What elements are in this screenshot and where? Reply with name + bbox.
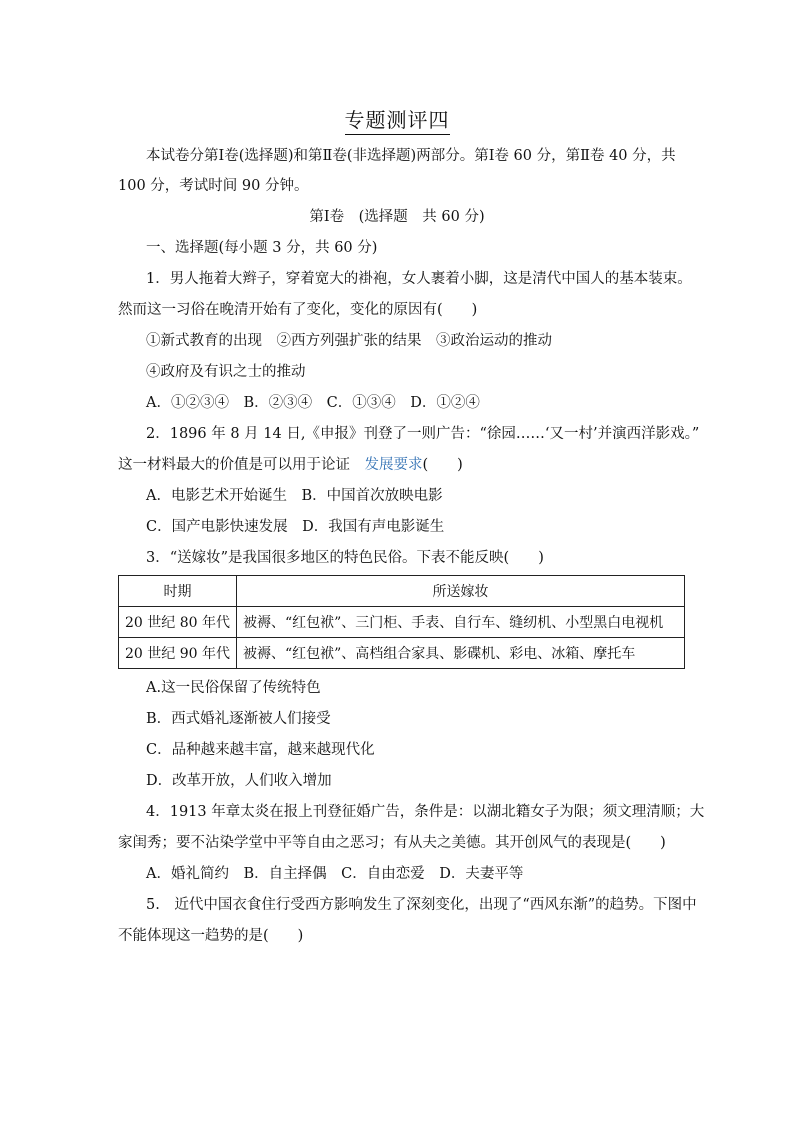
q1-stem-line-1: 1．男人拖着大辫子，穿着宽大的褂袍，女人裹着小脚，这是清代中国人的基本装束。 bbox=[146, 271, 692, 287]
q2-options-line-1: A．电影艺术开始诞生 B．中国首次放映电影 bbox=[146, 488, 443, 504]
table-cell-period: 20 世纪 90 年代 bbox=[119, 638, 237, 669]
page-title: 专题测评四 bbox=[0, 104, 794, 133]
q3-stem: 3．“送嫁妆”是我国很多地区的特色民俗。下表不能反映( ) bbox=[146, 550, 544, 566]
q2-stem-text: 这一材料最大的价值是可以用于论证 bbox=[118, 457, 365, 473]
table-header-row bbox=[119, 576, 685, 607]
q1-options: A．①②③④ B．②③④ C．①③④ D．①②④ bbox=[146, 395, 480, 411]
table-header-dowry: 所送嫁妆 bbox=[236, 576, 684, 607]
table-row bbox=[119, 607, 685, 638]
q4-options: A．婚礼简约 B．自主择偶 C．自由恋爱 D．夫妻平等 bbox=[146, 866, 524, 882]
table-row bbox=[119, 638, 685, 669]
dowry-table bbox=[118, 575, 685, 669]
q1-items-line-2: ④政府及有识之士的推动 bbox=[146, 364, 306, 380]
q3-option-d: D．改革开放，人们收入增加 bbox=[146, 773, 332, 789]
table-cell-dowry: 被褥、“红包袱”、三门柜、手表、自行车、缝纫机、小型黑白电视机 bbox=[236, 607, 684, 638]
q1-stem-line-2: 然而这一习俗在晚清开始有了变化，变化的原因有( ) bbox=[118, 302, 478, 318]
q3-option-a: A.这一民俗保留了传统特色 bbox=[146, 680, 321, 696]
intro-line-2: 100 分，考试时间 90 分钟。 bbox=[118, 178, 309, 194]
q2-options-line-2: C．国产电影快速发展 D．我国有声电影诞生 bbox=[146, 519, 445, 535]
table-header-period: 时期 bbox=[119, 576, 237, 607]
q4-stem-line-2: 家闺秀；要不沾染学堂中平等自由之恶习；有从夫之美德。其开创风气的表现是( ) bbox=[118, 835, 666, 851]
q1-items-line-1: ①新式教育的出现 ②西方列强扩张的结果 ③政治运动的推动 bbox=[146, 333, 552, 349]
q2-stem-line-2 bbox=[118, 455, 463, 475]
table-cell-dowry: 被褥、“红包袱”、高档组合家具、影碟机、彩电、冰箱、摩托车 bbox=[236, 638, 684, 669]
q3-option-b: B．西式婚礼逐渐被人们接受 bbox=[146, 711, 331, 727]
table-cell-period: 20 世纪 80 年代 bbox=[119, 607, 237, 638]
q3-option-c: C．品种越来越丰富，越来越现代化 bbox=[146, 742, 375, 758]
q2-stem-line-1: 2．1896 年 8 月 14 日,《申报》刊登了一则广告：“徐园……‘又一村’并演西洋影戏。” bbox=[146, 426, 700, 442]
q4-stem-line-1: 4．1913 年章太炎在报上刊登征婚广告，条件是：以湖北籍女子为限；须文理清顺；大 bbox=[146, 804, 705, 820]
q5-stem-line-2: 不能体现这一趋势的是( ) bbox=[118, 928, 304, 944]
part1-heading: 第Ⅰ卷 (选择题 共 60 分) bbox=[309, 209, 485, 225]
section-heading: 一、选择题(每小题 3 分，共 60 分) bbox=[146, 240, 378, 256]
q2-hint-link[interactable]: 发展要求 bbox=[364, 457, 423, 473]
q5-stem-line-1: 5. 近代中国衣食住行受西方影响发生了深刻变化，出现了“西风东渐”的趋势。下图中 bbox=[146, 897, 697, 913]
intro-line-1: 本试卷分第Ⅰ卷(选择题)和第Ⅱ卷(非选择题)两部分。第Ⅰ卷 60 分，第Ⅱ卷 40 分，共 bbox=[146, 148, 676, 164]
q2-answer-blank: ( ) bbox=[422, 457, 463, 473]
